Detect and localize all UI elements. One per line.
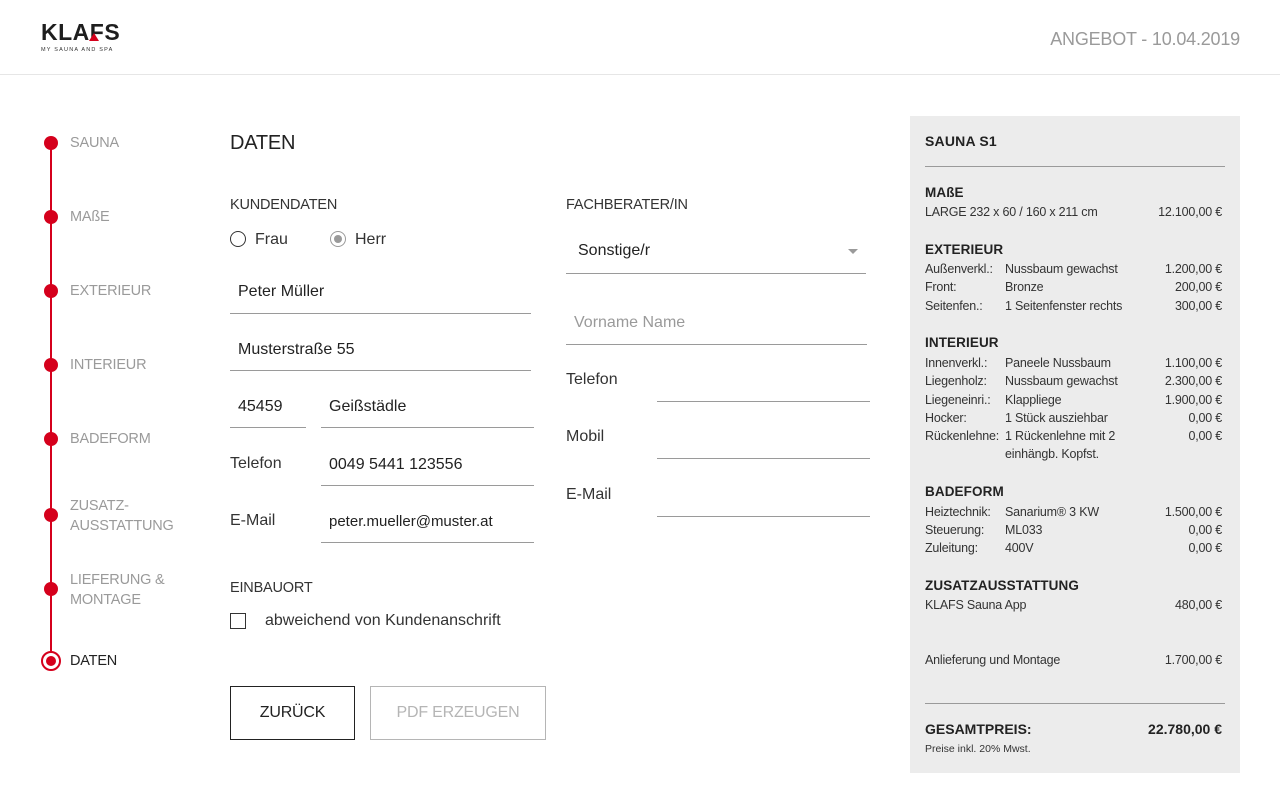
summary-price: 0,00 € [1188, 429, 1222, 443]
customer-email-label: E-Mail [230, 512, 276, 529]
summary-price: 12.100,00 € [1158, 205, 1222, 219]
step-dot-icon [44, 136, 58, 150]
summary-key: Seitenfen.: [925, 299, 983, 313]
summary-key: Heiztechnik: [925, 505, 991, 519]
summary-desc: LARGE 232 x 60 / 160 x 211 cm [925, 205, 1098, 219]
summary-value: 1 Rückenlehne mit 2 einhängb. Kopfst. [1005, 429, 1116, 461]
advisor-section-label: FACHBERATER/IN [566, 197, 688, 213]
summary-value: ML033 [1005, 523, 1043, 537]
summary-key: Innenverkl.: [925, 356, 988, 370]
klafs-logo[interactable] [41, 20, 120, 53]
salutation-frau-radio[interactable] [230, 231, 246, 247]
summary-value: 1 Stück ausziehbar [1005, 411, 1108, 425]
advisor-select[interactable] [566, 230, 866, 274]
offer-title: ANGEBOT - 10.04.2019 [1050, 29, 1240, 49]
summary-price: 300,00 € [1174, 299, 1222, 313]
back-button[interactable]: ZURÜCK [230, 686, 355, 740]
summary-key: Hocker: [925, 411, 967, 425]
advisor-email-field[interactable] [657, 485, 870, 517]
step-label: INTERIEUR [70, 357, 147, 373]
summary-price: 2.300,00 € [1164, 374, 1222, 388]
advisor-mobile-label: Mobil [566, 428, 605, 445]
summary-price: 1.900,00 € [1164, 393, 1222, 407]
summary-price: 1.100,00 € [1164, 356, 1222, 370]
summary-title: SAUNA S1 [925, 133, 997, 149]
summary-value: Nussbaum gewachst [1005, 262, 1118, 276]
summary-value: Bronze [1005, 280, 1044, 294]
summary-key: Rückenlehne: [925, 429, 1000, 443]
salutation-herr-radio[interactable] [330, 231, 346, 247]
customer-street-field[interactable] [230, 339, 531, 371]
advisor-select-value: Sonstige/r [578, 242, 651, 259]
step-dot-current-icon [41, 651, 61, 671]
customer-section-label: KUNDENDATEN [230, 197, 338, 213]
step-dot-icon [44, 582, 58, 596]
generate-pdf-button[interactable]: PDF ERZEUGEN [370, 686, 546, 740]
summary-key: Liegeneinri.: [925, 393, 991, 407]
salutation-herr-label: Herr [355, 231, 387, 248]
summary-heading-interieur: INTERIEUR [925, 335, 999, 350]
summary-value: Nussbaum gewachst [1005, 374, 1118, 388]
customer-city-field[interactable] [321, 396, 534, 428]
summary-desc: Anlieferung und Montage [925, 653, 1061, 667]
step-dot-icon [44, 432, 58, 446]
summary-price: 0,00 € [1188, 541, 1222, 555]
summary-price: 0,00 € [1188, 523, 1222, 537]
summary-key: Zuleitung: [925, 541, 978, 555]
customer-zip-field[interactable] [230, 396, 306, 428]
summary-heading-exterieur: EXTERIEUR [925, 242, 1004, 257]
summary-value: Klappliege [1005, 393, 1062, 407]
step-label: EXTERIEUR [70, 283, 152, 299]
salutation-frau-label: Frau [255, 231, 288, 248]
advisor-mobile-field[interactable] [657, 427, 870, 459]
summary-price: 1.200,00 € [1164, 262, 1222, 276]
summary-value: 1 Seitenfenster rechts [1005, 299, 1123, 313]
customer-email-field[interactable] [321, 511, 534, 543]
summary-price: 0,00 € [1188, 411, 1222, 425]
step-label: BADEFORM [70, 431, 151, 447]
summary-divider [925, 703, 1225, 704]
progress-stepper [40, 130, 210, 680]
summary-value: Sanarium® 3 KW [1005, 505, 1099, 519]
logo-triangle-icon [89, 33, 99, 41]
summary-price: 1.700,00 € [1164, 653, 1222, 667]
install-location-label: EINBAUORT [230, 580, 313, 596]
step-dot-icon [44, 358, 58, 372]
customer-phone-label: Telefon [230, 455, 282, 472]
summary-desc: KLAFS Sauna App [925, 598, 1027, 612]
summary-heading-badeform: BADEFORM [925, 484, 1004, 499]
step-label: DATEN [70, 653, 118, 669]
offer-summary-panel [910, 116, 1240, 773]
summary-key: Steuerung: [925, 523, 985, 537]
advisor-phone-field[interactable] [657, 370, 870, 402]
summary-price: 1.500,00 € [1164, 505, 1222, 519]
summary-key: Außenverkl.: [925, 262, 993, 276]
summary-value: 400V [1005, 541, 1034, 555]
caret-down-icon [848, 249, 858, 254]
step-label: ZUSATZ- AUSSTATTUNG [70, 498, 174, 534]
different-address-checkbox[interactable] [230, 613, 246, 629]
customer-name-field[interactable] [230, 281, 531, 314]
step-dot-icon [44, 210, 58, 224]
total-value: 22.780,00 € [1148, 721, 1222, 737]
different-address-label: abweichend von Kundenanschrift [265, 612, 501, 629]
summary-key: Front: [925, 280, 957, 294]
logo-tagline: MY SAUNA AND SPA [41, 47, 114, 53]
summary-price: 480,00 € [1174, 598, 1222, 612]
summary-key: Liegenholz: [925, 374, 987, 388]
total-label: GESAMTPREIS: [925, 721, 1032, 737]
step-label: SAUNA [70, 135, 119, 151]
customer-phone-field[interactable] [321, 454, 534, 486]
advisor-name-field[interactable] [566, 312, 867, 345]
vat-note: Preise inkl. 20% Mwst. [925, 743, 1031, 755]
page-title: DATEN [230, 132, 296, 154]
step-dot-icon [44, 508, 58, 522]
advisor-phone-label: Telefon [566, 371, 618, 388]
logo-wordmark: KLAFS [41, 19, 121, 45]
summary-divider [925, 166, 1225, 167]
advisor-email-label: E-Mail [566, 486, 612, 503]
summary-value: Paneele Nussbaum [1005, 356, 1111, 370]
summary-price: 200,00 € [1174, 280, 1222, 294]
summary-heading-masse: MAßE [925, 185, 964, 200]
step-label: MAßE [70, 209, 110, 225]
summary-heading-zusatz: ZUSATZAUSSTATTUNG [925, 578, 1079, 593]
step-label: LIEFERUNG & MONTAGE [70, 572, 165, 608]
app-header [0, 0, 1280, 75]
step-dot-icon [44, 284, 58, 298]
